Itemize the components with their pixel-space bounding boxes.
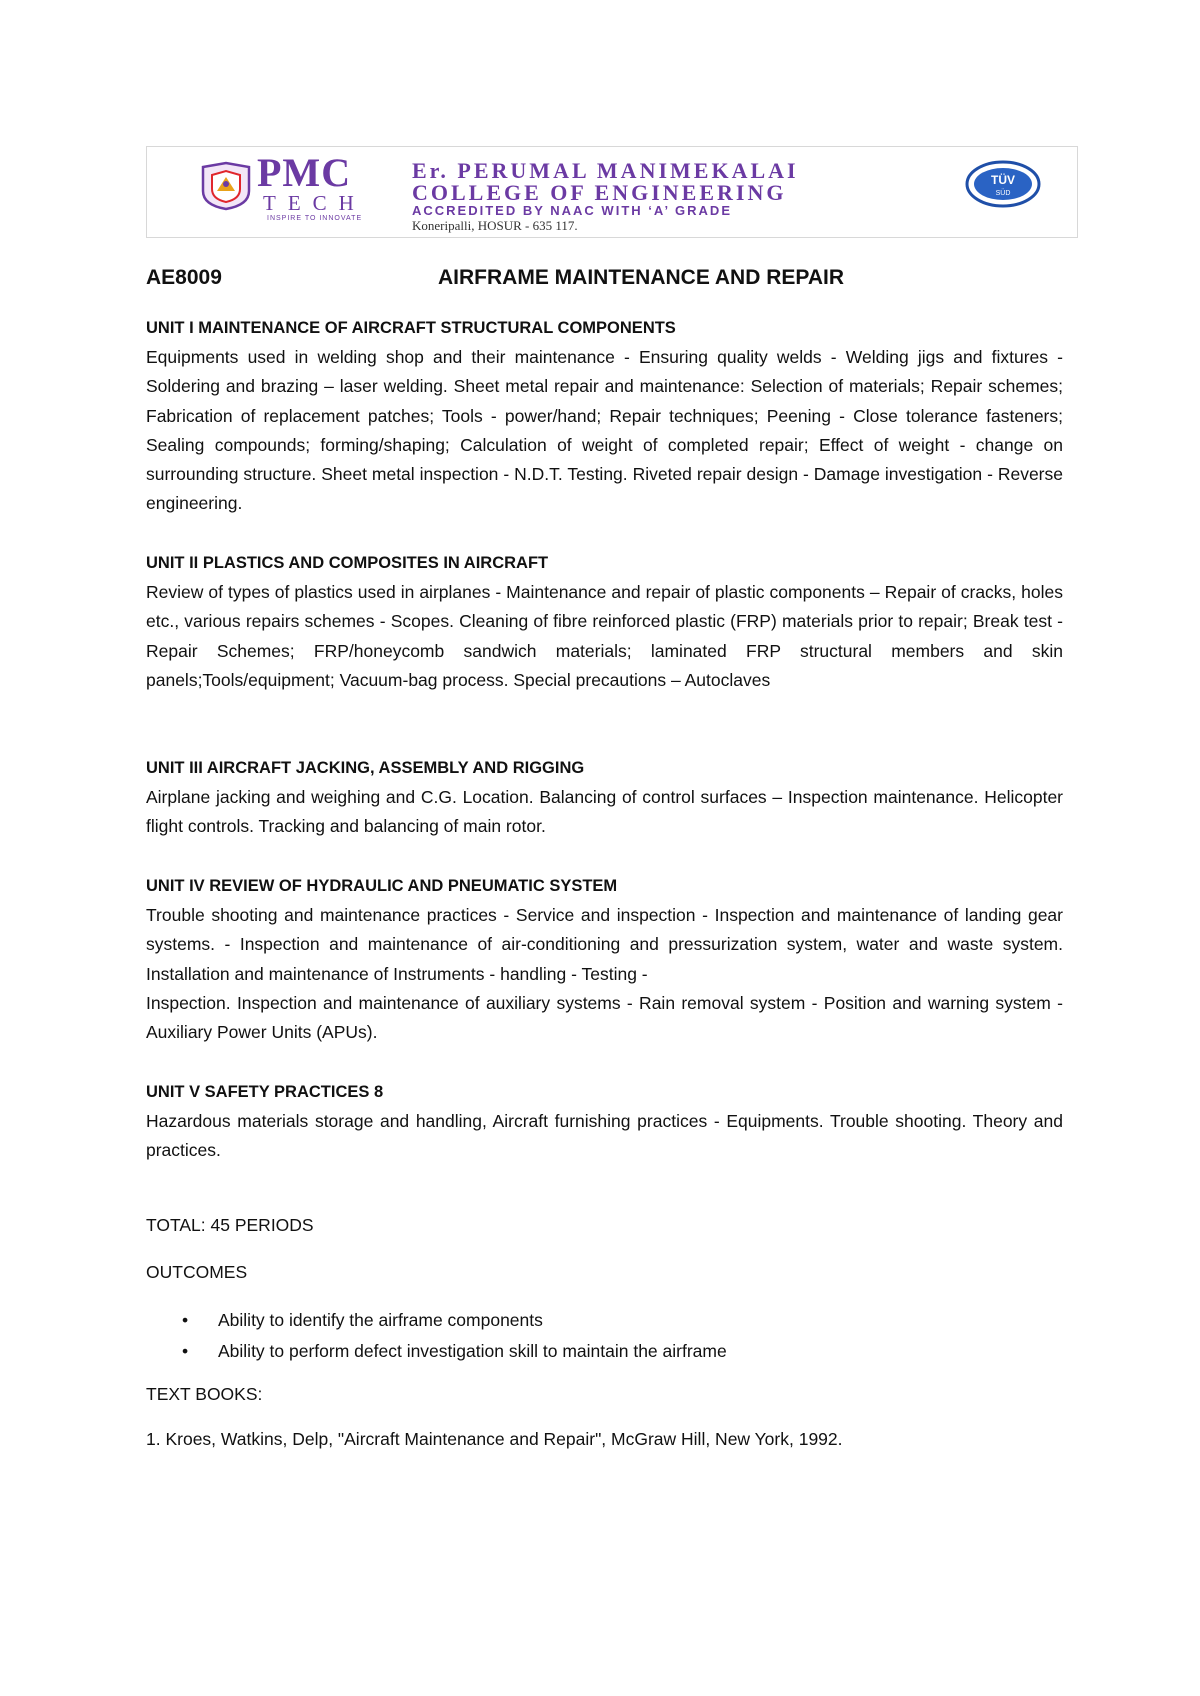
bullet-icon: •: [182, 1341, 189, 1361]
unit-body: Airplane jacking and weighing and C.G. Location. Balancing of control surfaces – Inspection maintenance. Helicopter flight controls. Tracking and balancing of main rotor.: [146, 787, 1063, 837]
outcome-text: Ability to identify the airframe components: [218, 1310, 543, 1330]
text-books-section: [146, 1380, 1063, 1454]
unit-4-section: [146, 872, 1063, 1047]
tuv-badge-text: TÜV: [991, 173, 1015, 187]
bullet-icon: •: [182, 1310, 189, 1330]
unit-heading: UNIT III AIRCRAFT JACKING, ASSEMBLY AND RIGGING: [146, 759, 585, 777]
tuv-badge-subtext: SÜD: [995, 190, 1011, 197]
total-periods-section: [146, 1211, 1063, 1240]
text-book-entry: 1. Kroes, Watkins, Delp, "Aircraft Maintenance and Repair", McGraw Hill, New York, 1992.: [146, 1429, 843, 1449]
unit-3-section: [146, 754, 1063, 842]
list-item: [146, 1305, 727, 1336]
unit-1-section: [146, 314, 1063, 519]
unit-body-continued: Inspection. Inspection and maintenance of auxiliary systems - Rain removal system - Position and warning system - Auxiliary Power Units (APUs).: [146, 992, 1063, 1043]
total-periods: TOTAL: 45 PERIODS: [146, 1215, 314, 1235]
unit-body: Equipments used in welding shop and their maintenance - Ensuring quality welds - Welding jigs and fixtures - Soldering and brazing – laser welding. Sheet metal repair and maintenance: Selection of materials; Repair schemes; Fabrication of replacement patches; Tools - power/hand; Repair techniques; Peening - Close tolerance fasteners; Sealing compounds; forming/shaping; Calculation of weight of completed repair; Effect of weight - change on surrounding structure. Sheet metal inspection - N.D.T. Testing. Riveted repair design - Damage investigation - Reverse engineering.: [146, 347, 1063, 514]
tuv-certification-badge-icon: [963, 159, 1043, 209]
text-books-heading: TEXT BOOKS:: [146, 1384, 263, 1404]
list-item: [146, 1336, 727, 1367]
logo-tech-text: TECH: [263, 191, 366, 215]
unit-body: Hazardous materials storage and handling, Aircraft furnishing practices - Equipments. Trouble shooting. Theory and practices.: [146, 1111, 1063, 1161]
unit-body: Trouble shooting and maintenance practices - Service and inspection - Inspection and maintenance of landing gear systems. - Inspection and maintenance of air-conditioning and pressurization system, water and waste system. Installation and maintenance of Instruments - handling - Testing -: [146, 905, 1063, 984]
unit-heading: UNIT V SAFETY PRACTICES 8: [146, 1083, 384, 1101]
college-address: Koneripalli, HOSUR - 635 117.: [412, 218, 578, 233]
outcomes-heading: OUTCOMES: [146, 1262, 248, 1282]
logo-pmc-text: PMC: [257, 150, 352, 195]
course-title: AIRFRAME MAINTENANCE AND REPAIR: [438, 266, 844, 289]
outcome-text: Ability to perform defect investigation skill to maintain the airframe: [218, 1341, 727, 1361]
outcomes-list: [146, 1305, 727, 1367]
unit-heading: UNIT II PLASTICS AND COMPOSITES IN AIRCRAFT: [146, 554, 549, 572]
unit-body: Review of types of plastics used in airplanes - Maintenance and repair of plastic components – Repair of cracks, holes etc., various repairs schemes - Scopes. Cleaning of fibre reinforced plastic (FRP) materials prior to repair; Break test - Repair Schemes; FRP/honeycomb sandwich materials; laminated FRP structural members and skin panels;Tools/equipment; Vacuum-bag process. Special precautions – Autoclaves: [146, 582, 1063, 690]
unit-5-section: [146, 1078, 1063, 1166]
accreditation-text: ACCREDITED BY NAAC WITH ‘A’ GRADE: [412, 203, 732, 218]
college-name-line2: COLLEGE OF ENGINEERING: [412, 180, 787, 205]
college-name-line1: Er. PERUMAL MANIMEKALAI: [412, 158, 799, 183]
unit-heading: UNIT I MAINTENANCE OF AIRCRAFT STRUCTURAL COMPONENTS: [146, 319, 676, 337]
college-emblem-icon: [199, 161, 253, 211]
course-code: AE8009: [146, 266, 222, 289]
outcomes-heading-wrap: [146, 1258, 1063, 1287]
unit-heading: UNIT IV REVIEW OF HYDRAULIC AND PNEUMATIC SYSTEM: [146, 877, 618, 895]
logo-tagline: INSPIRE TO INNOVATE: [267, 215, 363, 222]
college-header-banner: [146, 146, 1078, 238]
unit-2-section: [146, 549, 1063, 695]
